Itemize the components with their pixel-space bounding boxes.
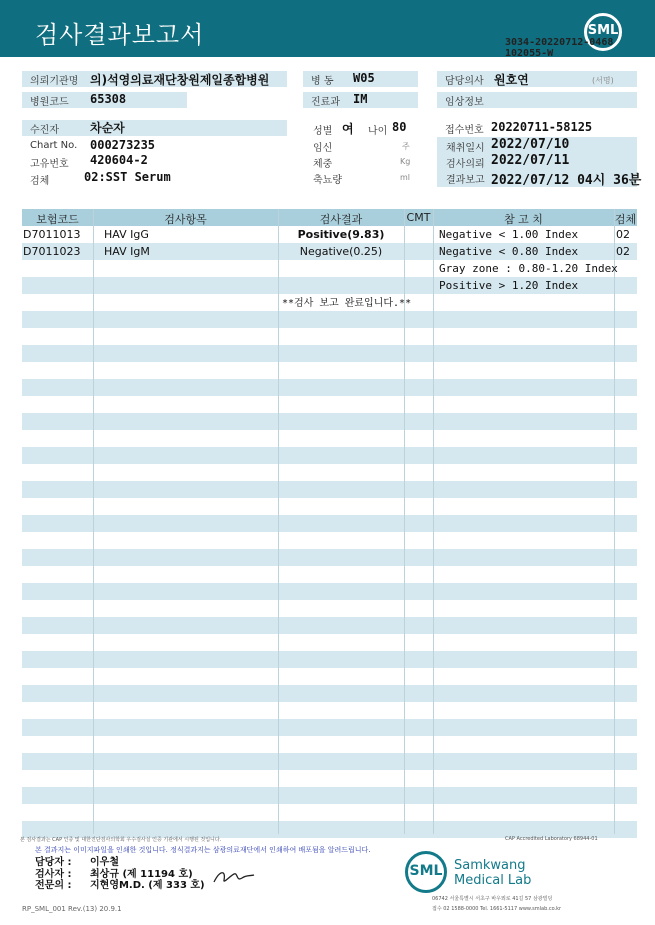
urine-unit: ml <box>400 173 411 182</box>
header-code: 보험코드 <box>36 213 79 226</box>
lab-address: 06742 서울특별시 서초구 바우뫼로 41길 57 삼광빌딩 <box>432 896 553 902</box>
hospital-code-label: 병원코드 <box>22 92 187 108</box>
lab-logo-icon: SML <box>405 851 447 893</box>
specialist-label: 전문의 : <box>35 880 72 891</box>
clinical-info-label: 임상정보 <box>437 92 637 108</box>
id-no-value: 420604-2 <box>90 153 148 167</box>
row-specimen: 02 <box>616 228 630 241</box>
reporter-value: 이우철 <box>90 857 119 868</box>
doctor-stamp: (서명) <box>592 76 614 85</box>
urine-label: 축뇨량 <box>313 175 342 186</box>
weight-unit: Kg <box>400 157 411 166</box>
row-code: D7011013 <box>23 228 81 241</box>
row-specimen: 02 <box>616 245 630 258</box>
receipt-label: 접수번호 <box>445 125 484 136</box>
doctor-value: 원호연 <box>494 73 529 87</box>
table-stripe <box>22 787 637 804</box>
document-number: 3034-20220712-0468 <box>505 37 614 48</box>
row-item: HAV IgM <box>104 245 150 258</box>
department-label: 진료과 <box>303 92 418 108</box>
reporter-label: 담당자 : <box>35 857 72 868</box>
specimen-label: 검체 <box>30 176 50 187</box>
age-value: 80 <box>392 120 407 134</box>
row-reference: Negative < 0.80 Index <box>439 245 579 258</box>
cap-accreditation: CAP Accredited Laboratory 68944-01 <box>505 836 598 842</box>
table-stripe <box>22 617 637 634</box>
table-stripe <box>22 379 637 396</box>
header-result: 검사결과 <box>319 213 363 226</box>
column-divider <box>278 209 279 834</box>
collection-label: 채취일시 <box>446 143 485 154</box>
weight-label: 체중 <box>313 159 333 170</box>
report-date-label: 결과보고 <box>446 175 485 186</box>
reference-positive: Positive > 1.20 Index <box>439 279 579 292</box>
document-subnumber: 102055-W <box>505 48 554 59</box>
ward-value: W05 <box>353 71 375 85</box>
collection-value: 2022/07/10 <box>491 137 570 152</box>
specialist-value: 지현영M.D. (제 333 호) <box>90 880 205 891</box>
institution-value: 의)석영의료재단창원제일종합병원 <box>90 73 270 87</box>
table-stripe <box>22 311 637 328</box>
chart-no-label: Chart No. <box>30 140 78 151</box>
department-value: IM <box>353 92 368 106</box>
row-result: Negative(0.25) <box>299 245 383 258</box>
table-stripe <box>22 651 637 668</box>
lab-name-line2: Medical Lab <box>454 873 532 888</box>
table-stripe <box>22 719 637 736</box>
examiner-value: 최상규 (제 11194 호) <box>90 869 193 880</box>
table-stripe <box>22 685 637 702</box>
hospital-code-value: 65308 <box>90 92 127 106</box>
table-stripe <box>22 447 637 464</box>
examiner-label: 검사자 : <box>35 869 72 880</box>
reference-gray-zone: Gray zone : 0.80-1.20 Index <box>439 262 618 275</box>
table-stripe <box>22 481 637 498</box>
header-cmt: CMT <box>406 211 431 224</box>
doctor-label: 담당의사 <box>437 71 637 87</box>
row-code: D7011023 <box>23 245 81 258</box>
chart-no-value: 000273235 <box>90 138 156 152</box>
lab-name-line1: Samkwang <box>454 858 526 873</box>
header-item: 검사항목 <box>164 213 207 226</box>
table-stripe <box>22 515 637 532</box>
request-value: 2022/07/11 <box>491 153 570 168</box>
patient-name-value: 차순자 <box>90 121 125 135</box>
signature-icon <box>212 866 256 886</box>
age-label: 나이 <box>368 126 388 137</box>
request-label: 검사의뢰 <box>446 159 485 170</box>
table-stripe <box>22 345 637 362</box>
sex-value: 여 <box>342 122 354 136</box>
pregnancy-label: 임신 <box>313 143 333 154</box>
column-divider <box>433 209 434 834</box>
report-banner <box>0 0 655 57</box>
lab-contact: 접수 02 1588-0000 Tel. 1661-5117 www.smlab.co.kr <box>432 906 562 912</box>
column-divider <box>93 209 94 834</box>
sml-logo-icon: SML <box>584 13 622 51</box>
id-no-label: 고유번호 <box>30 159 69 170</box>
report-title: 검사결과보고서 <box>35 21 205 49</box>
pregnancy-unit: 주 <box>402 142 410 151</box>
report-complete-note: **검사 보고 완료입니다.** <box>282 298 412 309</box>
certification-fine-print: 본 검사결과는 CAP 인증 및 대한진단검사의학회 우수검사실 인증 기관에서 시행된 것입니다. <box>20 837 222 843</box>
table-stripe <box>22 549 637 566</box>
sex-label: 성별 <box>313 126 333 137</box>
table-stripe <box>22 413 637 430</box>
row-reference: Negative < 1.00 Index <box>439 228 579 241</box>
table-stripe <box>22 583 637 600</box>
report-date-value: 2022/07/12 04시 36분 <box>491 173 642 188</box>
institution-label: 의뢰기관명 <box>22 71 287 87</box>
row-result: Positive(9.83) <box>297 228 385 241</box>
receipt-value: 20220711-58125 <box>491 120 593 134</box>
header-reference: 참 고 치 <box>504 213 543 226</box>
table-stripe <box>22 753 637 770</box>
printout-notice: 본 결과지는 이미지파일을 인쇄한 것입니다. 정식결과지는 삼광의료재단에서 인쇄하여 배포됨을 알려드립니다. <box>35 846 371 854</box>
header-specimen: 검체 <box>614 213 637 226</box>
form-id: RP_SML_001 Rev.(13) 20.9.1 <box>22 905 122 913</box>
ward-label: 병 동 <box>303 71 418 87</box>
specimen-value: 02:SST Serum <box>84 170 171 184</box>
patient-name-label: 수진자 <box>22 120 287 136</box>
row-item: HAV IgG <box>104 228 149 241</box>
column-divider <box>614 209 615 834</box>
